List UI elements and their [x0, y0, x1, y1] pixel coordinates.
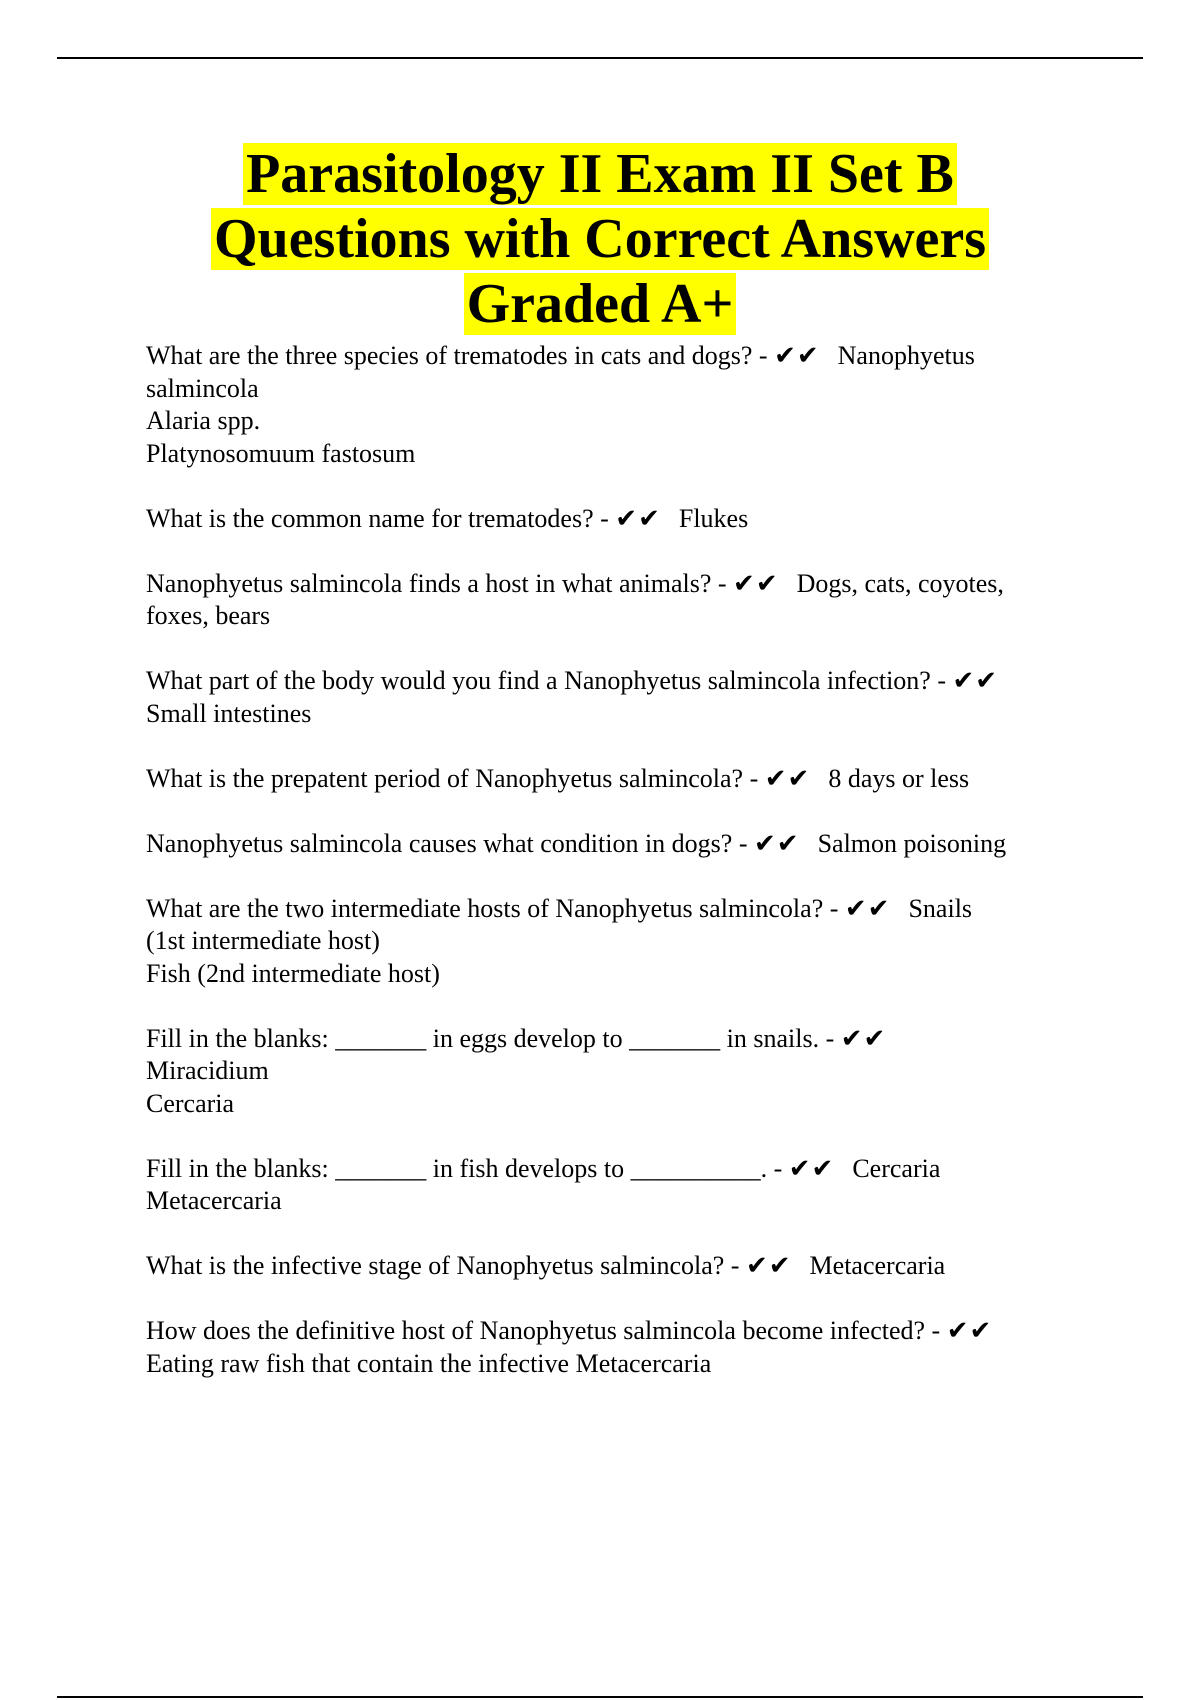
question-answer-list — [146, 340, 1106, 1413]
answer-line: Eating raw fish that contain the infective Metacercaria — [146, 1348, 712, 1378]
document-title — [57, 142, 1143, 337]
question-text: Nanophyetus salmincola finds a host in what animals? - — [146, 568, 734, 598]
question-text: Fill in the blanks: _______ in fish develops to __________. - — [146, 1153, 789, 1183]
qa-item — [146, 763, 1106, 796]
answer-text: Metacercaria — [809, 1251, 946, 1280]
checkmark-icon: ✔✔ — [952, 666, 999, 695]
checkmark-icon: ✔✔ — [615, 503, 661, 533]
qa-item — [146, 665, 1106, 730]
qa-item — [146, 1023, 1106, 1121]
checkmark-icon: ✔✔ — [733, 568, 779, 598]
question-line — [146, 1250, 1106, 1283]
checkmark-icon: ✔✔ — [753, 828, 800, 858]
checkmark-icon: ✔✔ — [764, 763, 811, 793]
question-line — [146, 665, 1106, 698]
question-text: What are the three species of trematodes in cats and dogs? - — [146, 341, 775, 370]
question-line — [146, 340, 1106, 373]
answer-line: Platynosomuum fastosum — [146, 438, 416, 468]
answer-text: Snails — [908, 893, 973, 923]
answer-line: Miracidium — [146, 1056, 269, 1085]
question-line — [146, 568, 1106, 601]
answer-line: foxes, bears — [146, 601, 271, 630]
title-highlight-1: Parasitology II Exam II Set B — [243, 143, 957, 205]
qa-item — [146, 828, 1106, 861]
answer-line: Small intestines — [146, 698, 312, 728]
answer-line: Metacercaria — [146, 1186, 282, 1215]
question-text: What are the two intermediate hosts of Nanophyetus salmincola? - — [146, 893, 845, 923]
checkmark-icon: ✔✔ — [745, 1251, 792, 1280]
answer-text: Nanophyetus — [837, 341, 975, 370]
bottom-divider — [57, 1696, 1143, 1698]
answer-text: Flukes — [678, 503, 749, 533]
checkmark-icon: ✔✔ — [946, 1316, 993, 1345]
question-line — [146, 893, 1106, 926]
answer-text: Dogs, cats, coyotes, — [796, 568, 1004, 598]
question-text: What is the prepatent period of Nanophyetus salmincola? - — [146, 763, 765, 793]
question-line — [146, 1315, 1106, 1348]
answer-text: 8 days or less — [828, 763, 970, 793]
question-line — [146, 1023, 1106, 1056]
checkmark-icon: ✔✔ — [788, 1153, 835, 1183]
qa-item — [146, 893, 1106, 991]
answer-line: Alaria spp. — [146, 406, 261, 435]
title-line-2 — [57, 207, 1143, 272]
title-highlight-2: Questions with Correct Answers — [211, 208, 989, 270]
question-text: Fill in the blanks: _______ in eggs develop to _______ in snails. - — [146, 1023, 841, 1053]
title-highlight-3: Graded A+ — [464, 273, 737, 335]
checkmark-icon: ✔✔ — [844, 893, 891, 923]
checkmark-icon: ✔✔ — [840, 1023, 887, 1053]
qa-item — [146, 340, 1106, 470]
title-line-1 — [57, 142, 1143, 207]
question-text: What is the infective stage of Nanophyetus salmincola? - — [146, 1251, 746, 1280]
question-line — [146, 763, 1106, 796]
question-line — [146, 828, 1106, 861]
question-text: What part of the body would you find a Nanophyetus salmincola infection? - — [146, 666, 953, 695]
checkmark-icon: ✔✔ — [774, 341, 820, 370]
qa-item — [146, 1315, 1106, 1380]
qa-item — [146, 568, 1106, 633]
title-line-3 — [57, 272, 1143, 337]
qa-item — [146, 1153, 1106, 1218]
question-line — [146, 1153, 1106, 1186]
answer-line: salmincola — [146, 373, 259, 403]
question-text: Nanophyetus salmincola causes what condition in dogs? - — [146, 828, 754, 858]
qa-item — [146, 1250, 1106, 1283]
qa-item — [146, 503, 1106, 536]
question-text: What is the common name for trematodes? - — [146, 503, 616, 533]
answer-text: Cercaria — [852, 1153, 941, 1183]
answer-line: Fish (2nd intermediate host) — [146, 958, 440, 988]
answer-text: Salmon poisoning — [817, 828, 1007, 858]
question-line — [146, 503, 1106, 536]
question-text: How does the definitive host of Nanophyetus salmincola become infected? - — [146, 1316, 947, 1345]
top-divider — [57, 57, 1143, 59]
answer-line: (1st intermediate host) — [146, 926, 380, 955]
answer-line: Cercaria — [146, 1088, 235, 1118]
